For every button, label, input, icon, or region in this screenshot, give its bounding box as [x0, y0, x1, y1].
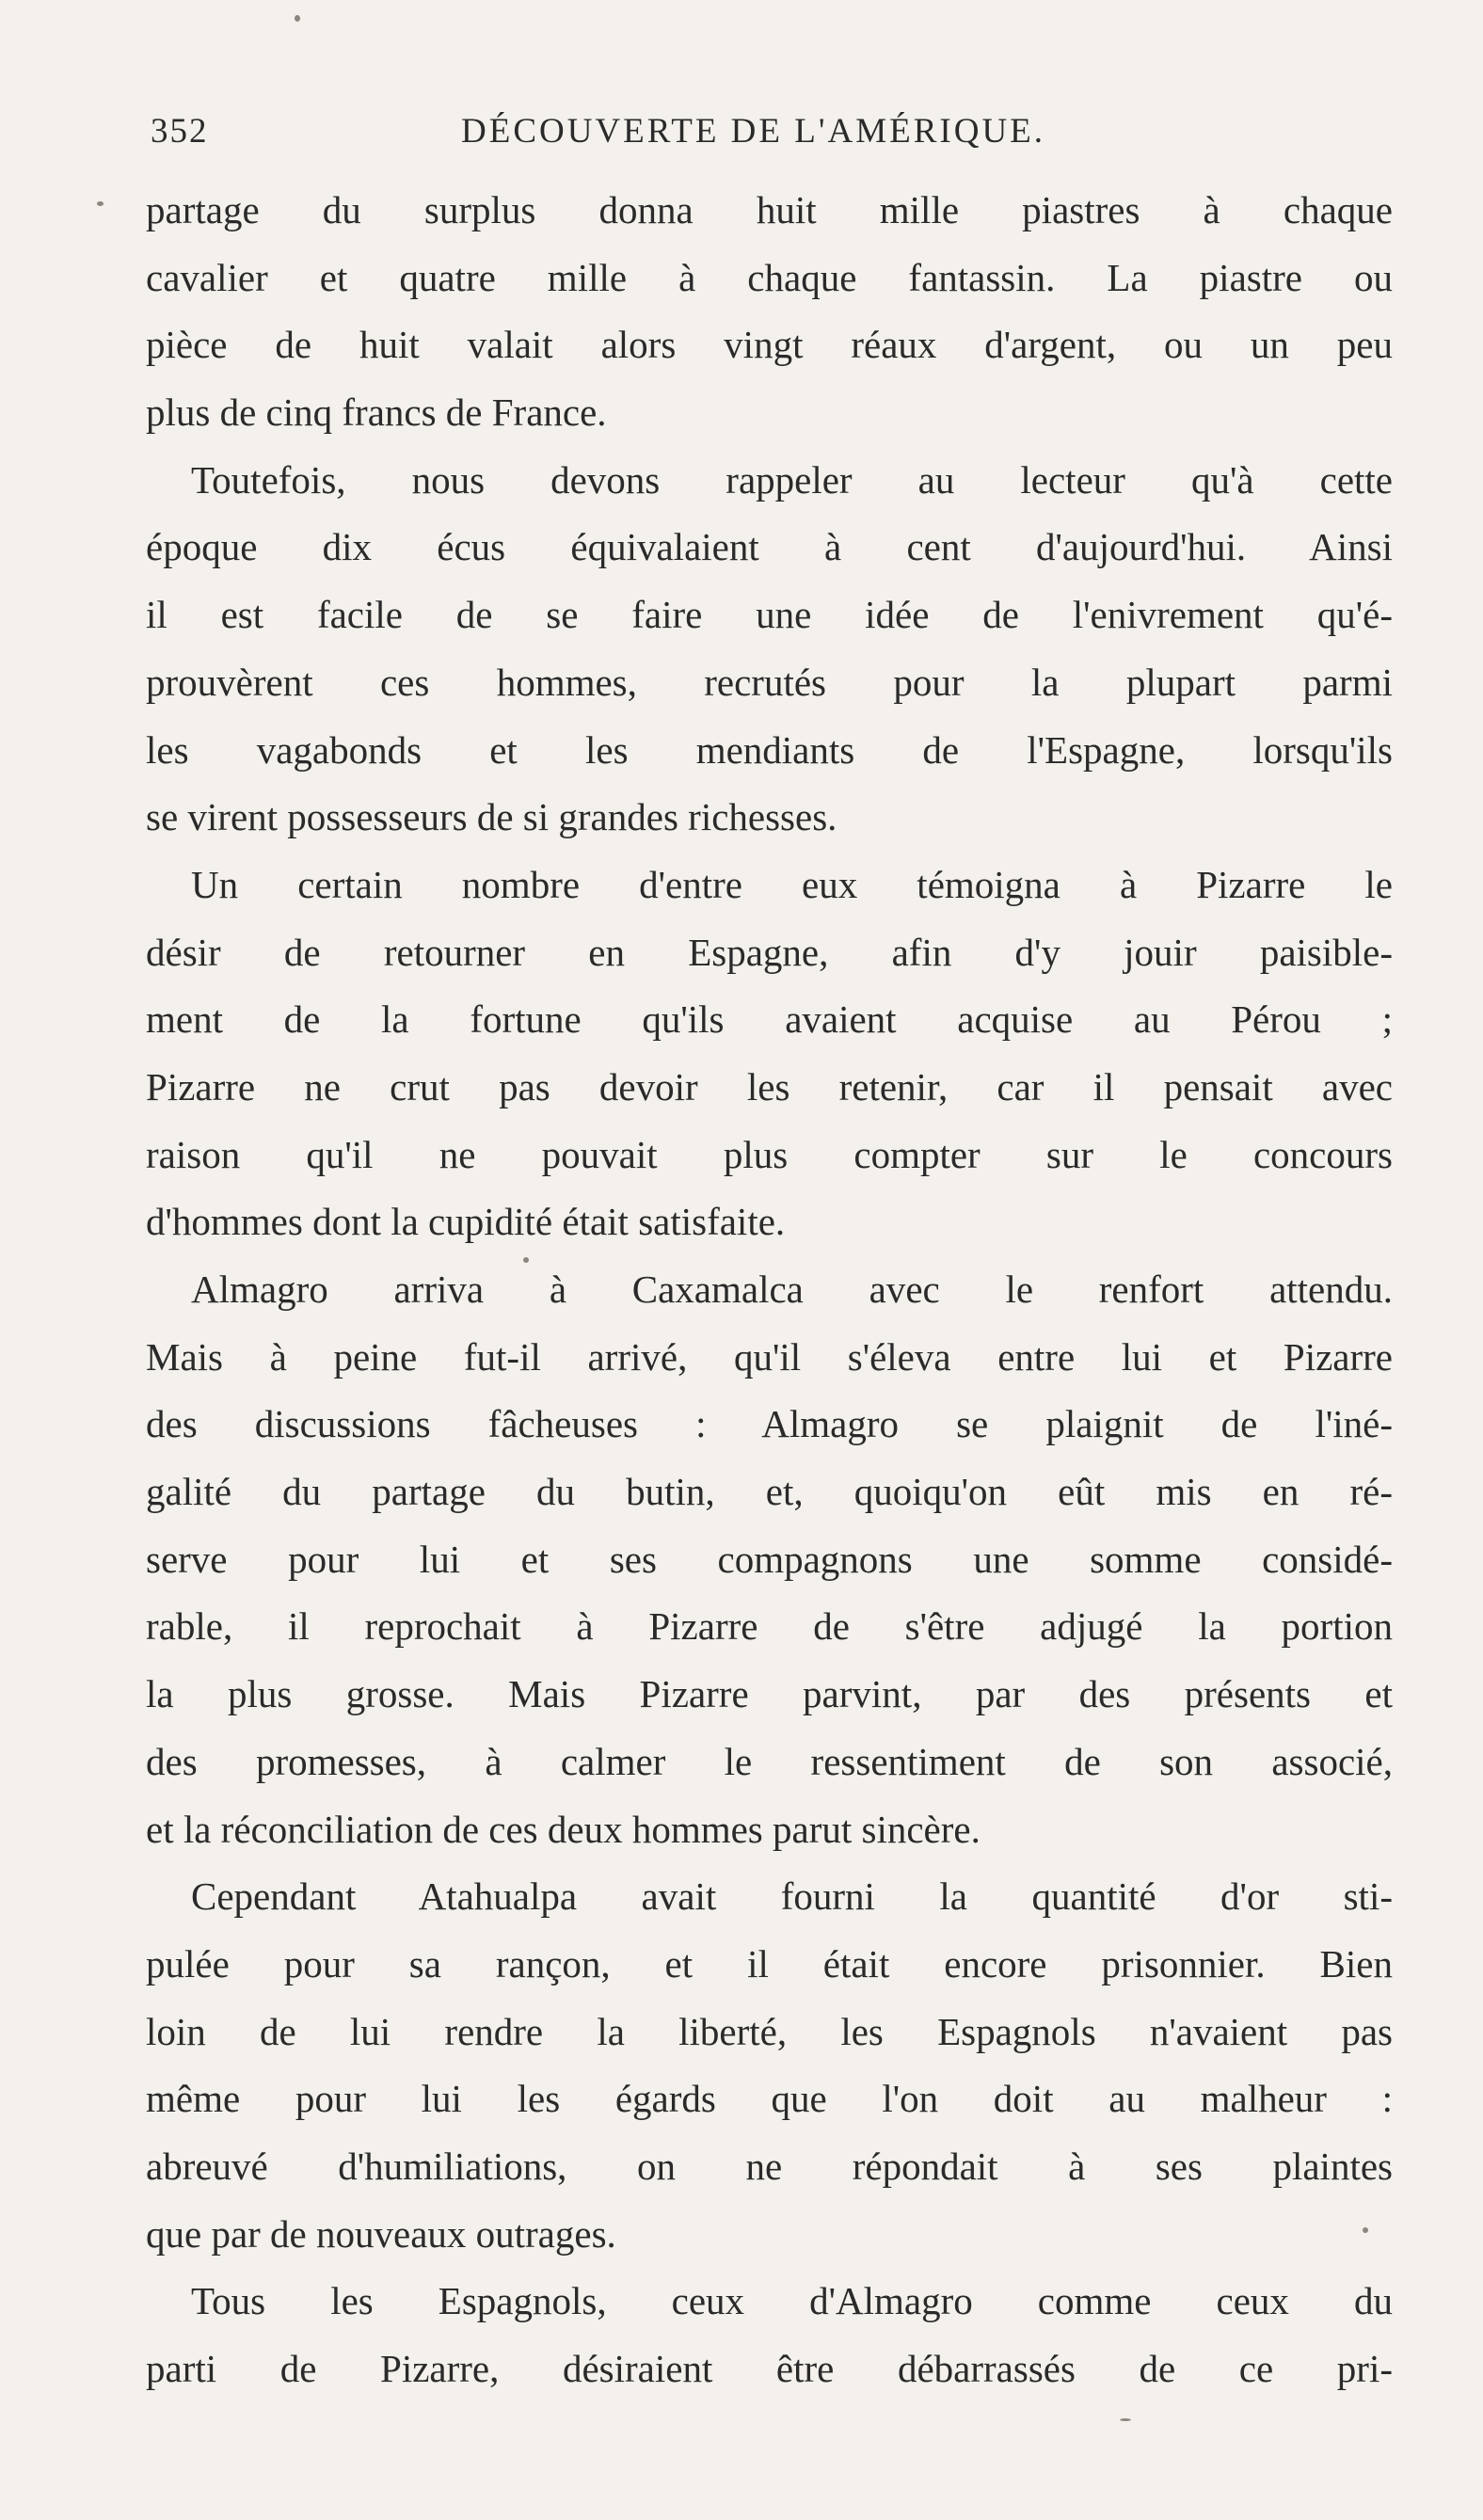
page-header — [151, 105, 1393, 162]
text-line: plus de cinq francs de France. — [146, 391, 607, 435]
text-line: rable, il reprochait à Pizarre de s'être adjugé la portion — [146, 1604, 1393, 1649]
text-line: serve pour lui et ses compagnons une somme considé- — [146, 1537, 1393, 1581]
print-speck — [97, 201, 104, 206]
text-line: les vagabonds et les mendiants de l'Espagne, lorsqu'ils — [146, 727, 1393, 772]
text-line: ment de la fortune qu'ils avaient acquise au Pérou ; — [146, 997, 1393, 1042]
text-line: époque dix écus équivalaient à cent d'aujourd'hui. Ainsi — [146, 525, 1393, 569]
text-line: se virent possesseurs de si grandes richesses. — [146, 795, 837, 839]
text-line: Cependant Atahualpa avait fourni la quantité d'or sti- — [191, 1874, 1393, 1919]
print-speck — [523, 1257, 529, 1263]
print-speck — [295, 15, 300, 22]
print-speck — [1363, 2227, 1368, 2233]
text-line: loin de lui rendre la liberté, les Espagnols n'avaient pas — [146, 2009, 1393, 2053]
text-line: Mais à peine fut-il arrivé, qu'il s'éleva entre lui et Pizarre — [146, 1334, 1393, 1379]
text-line: que par de nouveaux outrages. — [146, 2211, 616, 2256]
text-line: la plus grosse. Mais Pizarre parvint, par des présents et — [146, 1672, 1393, 1716]
text-line: Toutefois, nous devons rappeler au lecteur qu'à cette — [191, 457, 1393, 502]
text-line: parti de Pizarre, désiraient être débarrassés de ce pri- — [146, 2347, 1393, 2390]
text-line: il est facile de se faire une idée de l'enivrement qu'é- — [146, 593, 1393, 637]
body-text — [146, 177, 1393, 2403]
text-line: Pizarre ne crut pas devoir les retenir, car il pensait avec — [146, 1064, 1393, 1108]
text-line: pièce de huit valait alors vingt réaux d'argent, ou un peu — [146, 323, 1393, 367]
text-line: Almagro arriva à Caxamalca avec le renfort attendu. — [191, 1268, 1393, 1311]
page-number: 352 — [151, 112, 209, 151]
text-line: des discussions fâcheuses : Almagro se plaignit de l'iné- — [146, 1402, 1393, 1446]
text-line: cavalier et quatre mille à chaque fantassin. La piastre ou — [146, 255, 1393, 299]
running-head: DÉCOUVERTE DE L'AMÉRIQUE. — [461, 112, 1046, 151]
text-line: abreuvé d'humiliations, on ne répondait à ses plaintes — [146, 2144, 1393, 2188]
text-line: prouvèrent ces hommes, recrutés pour la plupart parmi — [146, 660, 1393, 704]
text-line: d'hommes dont la cupidité était satisfaite. — [146, 1200, 786, 1244]
text-line: pulée pour sa rançon, et il était encore prisonnier. Bien — [146, 1941, 1393, 1986]
text-line: galité du partage du butin, et, quoiqu'on eût mis en ré- — [146, 1470, 1393, 1514]
text-line: désir de retourner en Espagne, afin d'y jouir paisible- — [146, 930, 1393, 974]
text-line: raison qu'il ne pouvait plus compter sur le concours — [146, 1132, 1393, 1176]
text-line: Tous les Espagnols, ceux d'Almagro comme ceux du — [191, 2279, 1393, 2323]
text-line: et la réconciliation de ces deux hommes parut sincère. — [146, 1807, 981, 1851]
print-speck — [1120, 2418, 1131, 2421]
text-line: Un certain nombre d'entre eux témoigna à Pizarre le — [191, 862, 1393, 906]
text-line: des promesses, à calmer le ressentiment de son associé, — [146, 1739, 1393, 1783]
text-line: partage du surplus donna huit mille piastres à chaque — [146, 188, 1393, 231]
text-line: même pour lui les égards que l'on doit au malheur : — [146, 2077, 1393, 2121]
